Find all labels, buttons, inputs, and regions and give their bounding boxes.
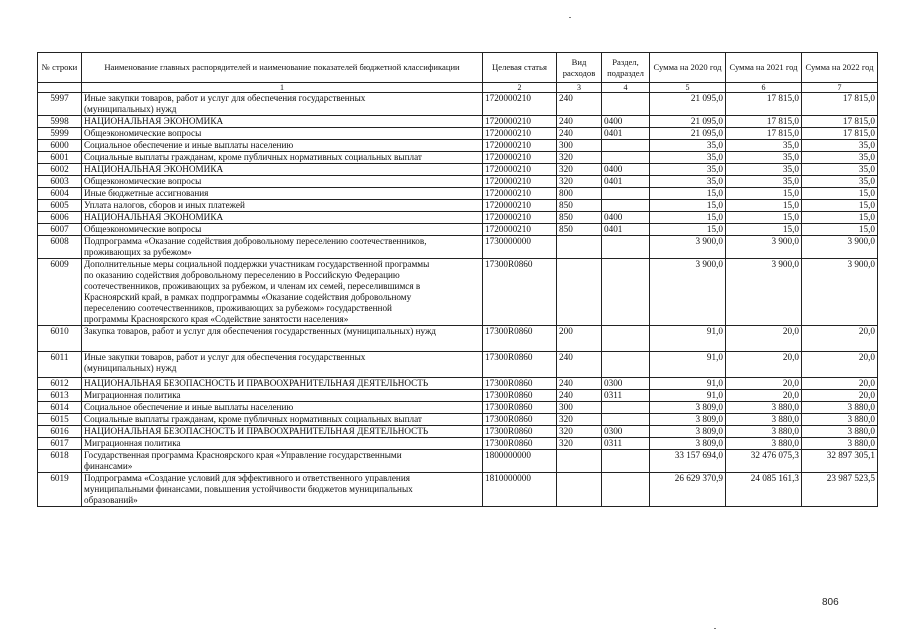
expense-type-cell: 320 bbox=[557, 414, 602, 426]
table-row bbox=[38, 438, 878, 450]
sum-2022-cell: 3 880,0 bbox=[802, 414, 878, 426]
row-name-cell: Социальное обеспечение и иные выплаты населению bbox=[82, 402, 483, 414]
expense-type-cell: 240 bbox=[557, 116, 602, 128]
row-name-cell: Иные закупки товаров, работ и услуг для обеспечения государственных (муниципальных) нужд bbox=[82, 93, 483, 116]
row-name-cell: Иные закупки товаров, работ и услуг для обеспечения государственных (муниципальных) нужд bbox=[82, 352, 483, 378]
table-row bbox=[38, 116, 878, 128]
section-cell: 0300 bbox=[602, 378, 650, 390]
sum-2020-cell: 21 095,0 bbox=[650, 93, 726, 116]
sum-2020-cell: 3 809,0 bbox=[650, 438, 726, 450]
sum-2022-cell: 35,0 bbox=[802, 164, 878, 176]
column-number: 6 bbox=[726, 83, 802, 93]
sum-2020-cell: 35,0 bbox=[650, 140, 726, 152]
table-header-row bbox=[38, 53, 878, 83]
section-cell bbox=[602, 352, 650, 378]
sum-2022-cell: 32 897 305,1 bbox=[802, 450, 878, 473]
sum-2020-cell: 3 809,0 bbox=[650, 402, 726, 414]
header-sum-2020: Сумма на 2020 год bbox=[650, 53, 726, 83]
row-name-cell: Социальные выплаты гражданам, кроме публичных нормативных социальных выплат bbox=[82, 152, 483, 164]
row-name-cell: НАЦИОНАЛЬНАЯ ЭКОНОМИКА bbox=[82, 212, 483, 224]
sum-2020-cell: 91,0 bbox=[650, 352, 726, 378]
section-cell bbox=[602, 236, 650, 259]
row-number-cell: 6019 bbox=[38, 473, 82, 507]
sum-2022-cell: 3 880,0 bbox=[802, 426, 878, 438]
column-number: 7 bbox=[802, 83, 878, 93]
sum-2022-cell: 20,0 bbox=[802, 352, 878, 378]
table-row bbox=[38, 200, 878, 212]
column-number: 4 bbox=[602, 83, 650, 93]
expense-type-cell: 320 bbox=[557, 426, 602, 438]
sum-2021-cell: 3 880,0 bbox=[726, 438, 802, 450]
expense-type-cell: 240 bbox=[557, 378, 602, 390]
row-number-cell: 6001 bbox=[38, 152, 82, 164]
table-row bbox=[38, 164, 878, 176]
row-name-cell: Миграционная политика bbox=[82, 438, 483, 450]
sum-2021-cell: 35,0 bbox=[726, 140, 802, 152]
sum-2021-cell: 17 815,0 bbox=[726, 128, 802, 140]
table-row bbox=[38, 236, 878, 259]
sum-2022-cell: 15,0 bbox=[802, 188, 878, 200]
column-number-row bbox=[38, 83, 878, 93]
sum-2020-cell: 35,0 bbox=[650, 164, 726, 176]
sum-2022-cell: 15,0 bbox=[802, 212, 878, 224]
header-sum-2021: Сумма на 2021 год bbox=[726, 53, 802, 83]
row-number-cell: 6009 bbox=[38, 259, 82, 326]
section-cell: 0401 bbox=[602, 176, 650, 188]
row-name-cell: Общеэкономические вопросы bbox=[82, 128, 483, 140]
table-row bbox=[38, 390, 878, 402]
table-row bbox=[38, 140, 878, 152]
expense-type-cell: 240 bbox=[557, 93, 602, 116]
table-row bbox=[38, 426, 878, 438]
section-cell: 0400 bbox=[602, 164, 650, 176]
row-name-cell: Миграционная политика bbox=[82, 390, 483, 402]
target-article-cell: 1720000210 bbox=[483, 200, 557, 212]
table-row bbox=[38, 152, 878, 164]
sum-2022-cell: 3 880,0 bbox=[802, 402, 878, 414]
page-number: 806 bbox=[822, 597, 839, 608]
row-name-cell: Социальное обеспечение и иные выплаты населению bbox=[82, 140, 483, 152]
row-number-cell: 6015 bbox=[38, 414, 82, 426]
column-number: 3 bbox=[557, 83, 602, 93]
section-cell bbox=[602, 414, 650, 426]
section-cell bbox=[602, 93, 650, 116]
row-number-cell: 6010 bbox=[38, 326, 82, 352]
row-number-cell: 6002 bbox=[38, 164, 82, 176]
sum-2021-cell: 15,0 bbox=[726, 200, 802, 212]
row-number-cell: 5998 bbox=[38, 116, 82, 128]
sum-2021-cell: 15,0 bbox=[726, 224, 802, 236]
section-cell bbox=[602, 200, 650, 212]
target-article-cell: 1720000210 bbox=[483, 164, 557, 176]
target-article-cell: 17300R0860 bbox=[483, 378, 557, 390]
expense-type-cell bbox=[557, 473, 602, 507]
section-cell: 0400 bbox=[602, 212, 650, 224]
expense-type-cell: 320 bbox=[557, 164, 602, 176]
table-row bbox=[38, 352, 878, 378]
row-number-cell: 6008 bbox=[38, 236, 82, 259]
sum-2021-cell: 35,0 bbox=[726, 164, 802, 176]
column-number: 1 bbox=[82, 83, 483, 93]
target-article-cell: 17300R0860 bbox=[483, 390, 557, 402]
target-article-cell: 1720000210 bbox=[483, 176, 557, 188]
target-article-cell: 1720000210 bbox=[483, 128, 557, 140]
sum-2021-cell: 32 476 075,3 bbox=[726, 450, 802, 473]
table-row bbox=[38, 176, 878, 188]
header-name: Наименование главных распорядителей и наименование показателей бюджетной классификации bbox=[82, 53, 483, 83]
table-row bbox=[38, 414, 878, 426]
table-row bbox=[38, 93, 878, 116]
sum-2022-cell: 20,0 bbox=[802, 390, 878, 402]
sum-2021-cell: 20,0 bbox=[726, 326, 802, 352]
expense-type-cell: 240 bbox=[557, 128, 602, 140]
row-number-cell: 6017 bbox=[38, 438, 82, 450]
row-name-cell: НАЦИОНАЛЬНАЯ ЭКОНОМИКА bbox=[82, 164, 483, 176]
row-name-cell: НАЦИОНАЛЬНАЯ БЕЗОПАСНОСТЬ И ПРАВООХРАНИТЕЛЬНАЯ ДЕЯТЕЛЬНОСТЬ bbox=[82, 378, 483, 390]
table-row bbox=[38, 188, 878, 200]
section-cell: 0401 bbox=[602, 128, 650, 140]
row-number-cell: 5997 bbox=[38, 93, 82, 116]
sum-2020-cell: 91,0 bbox=[650, 390, 726, 402]
budget-table bbox=[37, 52, 878, 507]
sum-2022-cell: 3 900,0 bbox=[802, 259, 878, 326]
target-article-cell: 17300R0860 bbox=[483, 259, 557, 326]
expense-type-cell: 800 bbox=[557, 188, 602, 200]
target-article-cell: 1800000000 bbox=[483, 450, 557, 473]
row-number-cell: 6016 bbox=[38, 426, 82, 438]
sum-2021-cell: 17 815,0 bbox=[726, 93, 802, 116]
row-number-cell: 6004 bbox=[38, 188, 82, 200]
table-row bbox=[38, 224, 878, 236]
sum-2022-cell: 3 900,0 bbox=[802, 236, 878, 259]
sum-2021-cell: 3 900,0 bbox=[726, 236, 802, 259]
expense-type-cell: 240 bbox=[557, 352, 602, 378]
sum-2022-cell: 15,0 bbox=[802, 200, 878, 212]
target-article-cell: 17300R0860 bbox=[483, 352, 557, 378]
sum-2021-cell: 20,0 bbox=[726, 378, 802, 390]
table-row bbox=[38, 450, 878, 473]
target-article-cell: 1720000210 bbox=[483, 152, 557, 164]
sum-2020-cell: 33 157 694,0 bbox=[650, 450, 726, 473]
sum-2022-cell: 20,0 bbox=[802, 378, 878, 390]
target-article-cell: 1720000210 bbox=[483, 140, 557, 152]
sum-2021-cell: 20,0 bbox=[726, 390, 802, 402]
sum-2020-cell: 15,0 bbox=[650, 200, 726, 212]
target-article-cell: 1810000000 bbox=[483, 473, 557, 507]
section-cell: 0401 bbox=[602, 224, 650, 236]
expense-type-cell: 300 bbox=[557, 402, 602, 414]
header-vid: Вид расходов bbox=[557, 53, 602, 83]
column-number: 2 bbox=[483, 83, 557, 93]
row-name-cell: Иные бюджетные ассигнования bbox=[82, 188, 483, 200]
section-cell bbox=[602, 140, 650, 152]
header-razdel: Раздел, подраздел bbox=[602, 53, 650, 83]
expense-type-cell: 320 bbox=[557, 438, 602, 450]
table-row bbox=[38, 402, 878, 414]
sum-2020-cell: 35,0 bbox=[650, 176, 726, 188]
sum-2021-cell: 35,0 bbox=[726, 152, 802, 164]
row-name-cell: Подпрограмма «Создание условий для эффективного и ответственного управления муниципальными финансами, повышения устойчивости бюджетов муниципальных образований» bbox=[82, 473, 483, 507]
expense-type-cell: 320 bbox=[557, 152, 602, 164]
table-row bbox=[38, 326, 878, 352]
expense-type-cell: 300 bbox=[557, 140, 602, 152]
row-number-cell: 6007 bbox=[38, 224, 82, 236]
table-body bbox=[38, 93, 878, 507]
sum-2020-cell: 15,0 bbox=[650, 188, 726, 200]
expense-type-cell: 850 bbox=[557, 224, 602, 236]
sum-2020-cell: 21 095,0 bbox=[650, 128, 726, 140]
target-article-cell: 1720000210 bbox=[483, 116, 557, 128]
sum-2022-cell: 20,0 bbox=[802, 326, 878, 352]
row-number-cell: 6011 bbox=[38, 352, 82, 378]
sum-2022-cell: 17 815,0 bbox=[802, 128, 878, 140]
sum-2022-cell: 17 815,0 bbox=[802, 116, 878, 128]
row-number-cell: 6012 bbox=[38, 378, 82, 390]
sum-2021-cell: 17 815,0 bbox=[726, 116, 802, 128]
sum-2020-cell: 3 809,0 bbox=[650, 414, 726, 426]
row-name-cell: Общеэкономические вопросы bbox=[82, 176, 483, 188]
row-name-cell: Подпрограмма «Оказание содействия добровольному переселению соотечественников, проживающих за рубежом» bbox=[82, 236, 483, 259]
sum-2021-cell: 20,0 bbox=[726, 352, 802, 378]
row-number-cell: 6005 bbox=[38, 200, 82, 212]
section-cell: 0400 bbox=[602, 116, 650, 128]
expense-type-cell bbox=[557, 450, 602, 473]
sum-2021-cell: 15,0 bbox=[726, 188, 802, 200]
row-name-cell: НАЦИОНАЛЬНАЯ БЕЗОПАСНОСТЬ И ПРАВООХРАНИТЕЛЬНАЯ ДЕЯТЕЛЬНОСТЬ bbox=[82, 426, 483, 438]
section-cell bbox=[602, 152, 650, 164]
target-article-cell: 1720000210 bbox=[483, 224, 557, 236]
row-name-cell: Дополнительные меры социальной поддержки участникам государственной программы по оказанию содействия добровольному переселению в Российскую Федерацию соотечественников, проживающих за рубежом, и членам их семей, переселившимся в Красноярский край, в рамках подпрограммы «Оказание содействия добровольному переселению соотечественников, проживающих за рубежом» государственной программы Красноярского края «Содействие занятости населения» bbox=[82, 259, 483, 326]
section-cell bbox=[602, 402, 650, 414]
table-row bbox=[38, 378, 878, 390]
sum-2020-cell: 15,0 bbox=[650, 224, 726, 236]
section-cell: 0311 bbox=[602, 438, 650, 450]
target-article-cell: 17300R0860 bbox=[483, 414, 557, 426]
target-article-cell: 1720000210 bbox=[483, 188, 557, 200]
table-row bbox=[38, 473, 878, 507]
sum-2022-cell: 35,0 bbox=[802, 140, 878, 152]
sum-2020-cell: 26 629 370,9 bbox=[650, 473, 726, 507]
target-article-cell: 1730000000 bbox=[483, 236, 557, 259]
section-cell: 0311 bbox=[602, 390, 650, 402]
section-cell bbox=[602, 259, 650, 326]
sum-2020-cell: 3 809,0 bbox=[650, 426, 726, 438]
row-name-cell: Общеэкономические вопросы bbox=[82, 224, 483, 236]
section-cell bbox=[602, 473, 650, 507]
sum-2021-cell: 24 085 161,3 bbox=[726, 473, 802, 507]
row-number-cell: 6006 bbox=[38, 212, 82, 224]
row-name-cell: Уплата налогов, сборов и иных платежей bbox=[82, 200, 483, 212]
expense-type-cell bbox=[557, 259, 602, 326]
row-number-cell: 5999 bbox=[38, 128, 82, 140]
target-article-cell: 17300R0860 bbox=[483, 426, 557, 438]
expense-type-cell: 320 bbox=[557, 176, 602, 188]
sum-2020-cell: 35,0 bbox=[650, 152, 726, 164]
sum-2021-cell: 35,0 bbox=[726, 176, 802, 188]
target-article-cell: 17300R0860 bbox=[483, 438, 557, 450]
column-number: 5 bbox=[650, 83, 726, 93]
target-article-cell: 17300R0860 bbox=[483, 326, 557, 352]
sum-2020-cell: 91,0 bbox=[650, 326, 726, 352]
section-cell bbox=[602, 188, 650, 200]
section-cell bbox=[602, 326, 650, 352]
expense-type-cell bbox=[557, 236, 602, 259]
table-row bbox=[38, 259, 878, 326]
sum-2020-cell: 91,0 bbox=[650, 378, 726, 390]
expense-type-cell: 200 bbox=[557, 326, 602, 352]
target-article-cell: 17300R0860 bbox=[483, 402, 557, 414]
column-number bbox=[38, 83, 82, 93]
row-number-cell: 6013 bbox=[38, 390, 82, 402]
expense-type-cell: 850 bbox=[557, 200, 602, 212]
table-row bbox=[38, 128, 878, 140]
sum-2022-cell: 23 987 523,5 bbox=[802, 473, 878, 507]
row-number-cell: 6000 bbox=[38, 140, 82, 152]
row-name-cell: Социальные выплаты гражданам, кроме публичных нормативных социальных выплат bbox=[82, 414, 483, 426]
sum-2022-cell: 3 880,0 bbox=[802, 438, 878, 450]
row-number-cell: 6014 bbox=[38, 402, 82, 414]
row-number-cell: 6003 bbox=[38, 176, 82, 188]
sum-2021-cell: 15,0 bbox=[726, 212, 802, 224]
sum-2022-cell: 15,0 bbox=[802, 224, 878, 236]
scan-speck bbox=[714, 628, 716, 629]
row-name-cell: Закупка товаров, работ и услуг для обеспечения государственных (муниципальных) нужд bbox=[82, 326, 483, 352]
sum-2020-cell: 15,0 bbox=[650, 212, 726, 224]
section-cell: 0300 bbox=[602, 426, 650, 438]
row-name-cell: НАЦИОНАЛЬНАЯ ЭКОНОМИКА bbox=[82, 116, 483, 128]
sum-2022-cell: 35,0 bbox=[802, 176, 878, 188]
sum-2021-cell: 3 880,0 bbox=[726, 402, 802, 414]
sum-2021-cell: 3 900,0 bbox=[726, 259, 802, 326]
sum-2022-cell: 17 815,0 bbox=[802, 93, 878, 116]
sum-2020-cell: 3 900,0 bbox=[650, 259, 726, 326]
header-sum-2022: Сумма на 2022 год bbox=[802, 53, 878, 83]
header-row-no: № строки bbox=[38, 53, 82, 83]
sum-2020-cell: 3 900,0 bbox=[650, 236, 726, 259]
expense-type-cell: 240 bbox=[557, 390, 602, 402]
target-article-cell: 1720000210 bbox=[483, 93, 557, 116]
sum-2021-cell: 3 880,0 bbox=[726, 426, 802, 438]
header-target: Целевая статья bbox=[483, 53, 557, 83]
expense-type-cell: 850 bbox=[557, 212, 602, 224]
table-row bbox=[38, 212, 878, 224]
target-article-cell: 1720000210 bbox=[483, 212, 557, 224]
row-number-cell: 6018 bbox=[38, 450, 82, 473]
section-cell bbox=[602, 450, 650, 473]
sum-2022-cell: 35,0 bbox=[802, 152, 878, 164]
scan-speck bbox=[569, 17, 571, 18]
sum-2020-cell: 21 095,0 bbox=[650, 116, 726, 128]
sum-2021-cell: 3 880,0 bbox=[726, 414, 802, 426]
row-name-cell: Государственная программа Красноярского края «Управление государственными финансами» bbox=[82, 450, 483, 473]
